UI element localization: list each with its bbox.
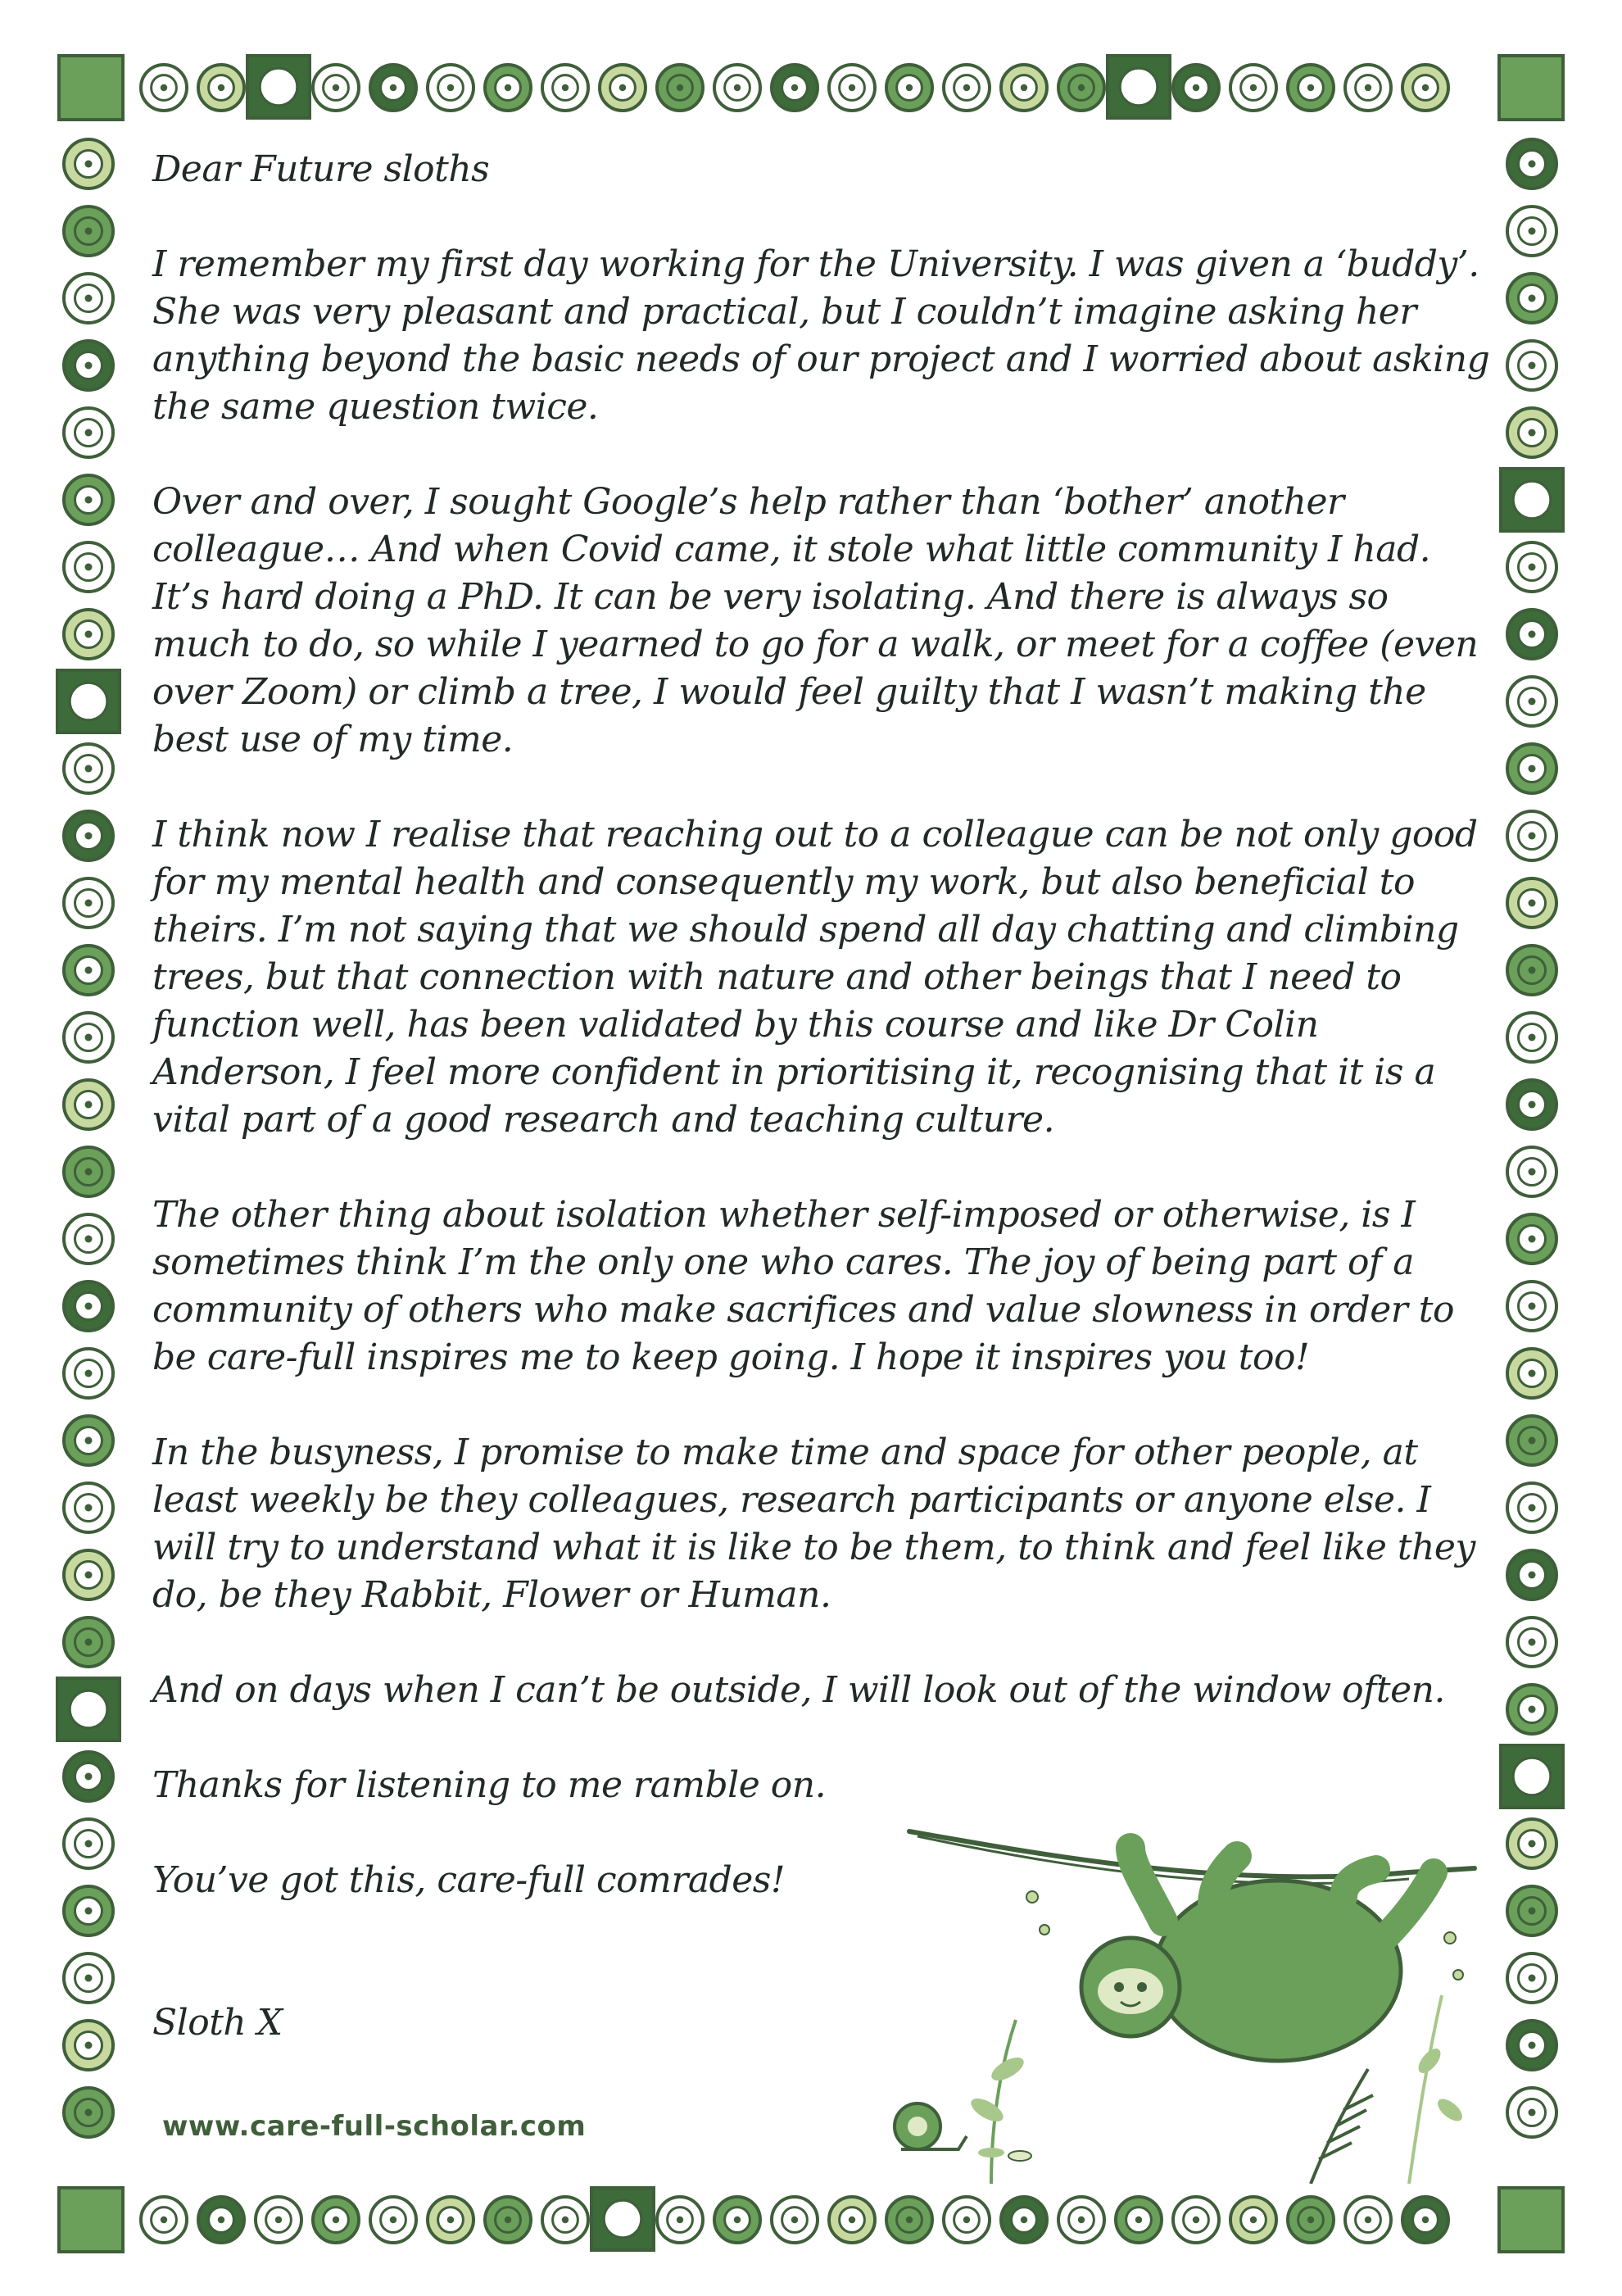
border-circle-icon bbox=[772, 2197, 818, 2243]
border-circle-icon bbox=[1230, 2197, 1276, 2243]
border-circle-icon bbox=[64, 1752, 113, 1801]
border-circle-icon bbox=[657, 65, 703, 111]
border-circle-icon bbox=[1507, 1147, 1556, 1196]
border-circle-icon bbox=[64, 274, 113, 323]
border-circle-icon bbox=[1507, 1214, 1556, 1264]
letter-paragraph-6: And on days when I can’t be outside, I will look out of the window often. bbox=[152, 1669, 1445, 1711]
border-circle-icon bbox=[64, 408, 113, 457]
border-square-icon bbox=[1108, 56, 1170, 118]
border-circle-icon bbox=[64, 1886, 113, 1935]
border-circle-icon bbox=[1288, 65, 1334, 111]
border-circle-icon bbox=[64, 1550, 113, 1599]
border-square-icon bbox=[247, 56, 310, 118]
border-square-icon bbox=[1501, 1745, 1563, 1808]
border-square-icon bbox=[1499, 2188, 1563, 2252]
border-square-icon bbox=[59, 2188, 123, 2252]
website-url[interactable]: www.care-full-scholar.com bbox=[162, 2110, 587, 2143]
border-circle-icon bbox=[772, 65, 818, 111]
border-circle-icon bbox=[485, 65, 531, 111]
border-circle-icon bbox=[1058, 2197, 1104, 2243]
border-circle-icon bbox=[1058, 65, 1104, 111]
border-circle-icon bbox=[1507, 610, 1556, 659]
border-circle-icon bbox=[1507, 811, 1556, 860]
border-circle-icon bbox=[64, 1013, 113, 1062]
border-circle-icon bbox=[64, 610, 113, 659]
border-circle-icon bbox=[1288, 2197, 1334, 2243]
letter-paragraph-7: Thanks for listening to me ramble on. bbox=[152, 1764, 827, 1806]
border-circle-icon bbox=[1507, 341, 1556, 390]
border-circle-icon bbox=[886, 65, 932, 111]
border-circle-icon bbox=[600, 65, 646, 111]
border-circle-icon bbox=[1507, 1483, 1556, 1532]
border-circle-icon bbox=[1507, 946, 1556, 995]
border-circle-icon bbox=[657, 2197, 703, 2243]
border-circle-icon bbox=[64, 475, 113, 524]
border-circle-icon bbox=[1507, 206, 1556, 256]
border-circle-icon bbox=[64, 1214, 113, 1264]
border-circle-icon bbox=[1507, 542, 1556, 592]
sloth-hanging-from-branch-icon bbox=[885, 1799, 1507, 2184]
border-circle-icon bbox=[485, 2197, 531, 2243]
border-circle-icon bbox=[1001, 2197, 1047, 2243]
border-circle-icon bbox=[1001, 65, 1047, 111]
border-circle-icon bbox=[64, 1080, 113, 1129]
letter-paragraph-8: You’ve got this, care-full comrades! bbox=[152, 1859, 786, 1901]
border-circle-icon bbox=[141, 2197, 187, 2243]
border-circle-icon bbox=[1507, 1080, 1556, 1129]
letter-paragraph-1: I remember my first day working for the University. I was given a ‘buddy’. She was very pleasant and practical, but I couldn’t imagine asking her anything beyond the basic needs of our project and I worried about asking the same question twice. bbox=[152, 243, 1490, 428]
border-circle-icon bbox=[829, 65, 875, 111]
border-circle-icon bbox=[64, 2088, 113, 2137]
border-circle-icon bbox=[64, 542, 113, 592]
border-circle-icon bbox=[1507, 1013, 1556, 1062]
letter-greeting: Dear Future sloths bbox=[152, 148, 490, 190]
border-circle-icon bbox=[1230, 65, 1276, 111]
border-circle-icon bbox=[64, 139, 113, 188]
border-square-icon bbox=[1499, 56, 1563, 120]
border-circle-icon bbox=[428, 65, 473, 111]
border-circle-icon bbox=[1507, 1953, 1556, 2003]
border-circle-icon bbox=[198, 2197, 244, 2243]
border-circle-icon bbox=[428, 2197, 473, 2243]
border-circle-icon bbox=[64, 946, 113, 995]
letter-paragraph-4: The other thing about isolation whether self-imposed or otherwise, is I sometimes think I’m the only one who cares. The joy of being part of a community of others who make sacrifices and value slowness in order to be care-full inspires me to keep going. I hope it inspires you too! bbox=[152, 1194, 1454, 1378]
border-square-icon bbox=[57, 670, 120, 733]
border-circle-icon bbox=[1116, 2197, 1162, 2243]
letter-paragraph-3: I think now I realise that reaching out to a colleague can be not only good for my mental health and consequently my work, but also beneficial to theirs. I’m not saying that we should spend all day chatting and climbing trees, but that connection with nature and other beings that I need to function well, has been validated by this course and like Dr Colin Anderson, I feel more confident in prioritising it, recognising that it is a vital part of a good research and teaching culture. bbox=[152, 814, 1478, 1141]
border-circle-icon bbox=[64, 1416, 113, 1465]
border-square-icon bbox=[591, 2188, 654, 2250]
border-circle-icon bbox=[313, 2197, 359, 2243]
border-circle-icon bbox=[1345, 65, 1391, 111]
border-circle-icon bbox=[370, 2197, 416, 2243]
border-circle-icon bbox=[829, 2197, 875, 2243]
border-circle-icon bbox=[256, 2197, 301, 2243]
border-circle-icon bbox=[1507, 139, 1556, 188]
border-circle-icon bbox=[64, 744, 113, 793]
border-circle-icon bbox=[542, 2197, 588, 2243]
border-square-icon bbox=[57, 1678, 120, 1740]
border-circle-icon bbox=[64, 811, 113, 860]
border-circle-icon bbox=[1507, 1349, 1556, 1398]
border-circle-icon bbox=[64, 1147, 113, 1196]
border-circle-icon bbox=[64, 878, 113, 928]
border-circle-icon bbox=[64, 1819, 113, 1868]
border-circle-icon bbox=[370, 65, 416, 111]
border-circle-icon bbox=[1507, 408, 1556, 457]
border-circle-icon bbox=[1507, 1550, 1556, 1599]
border-circle-icon bbox=[313, 65, 359, 111]
border-circle-icon bbox=[944, 65, 990, 111]
border-circle-icon bbox=[714, 2197, 760, 2243]
border-circle-icon bbox=[64, 2021, 113, 2070]
border-circle-icon bbox=[1507, 677, 1556, 726]
letter-paragraph-2: Over and over, I sought Google’s help rather than ‘bother’ another colleague… And when Covid came, it stole what little community I had. It’s hard doing a PhD. It can be very isolating. And there is always so much to do, so while I yearned to go for a walk, or meet for a coffee (even over Zoom) or climb a tree, I would feel guilty that I wasn’t making the best use of my time. bbox=[152, 481, 1479, 760]
border-circle-icon bbox=[1507, 1685, 1556, 1734]
border-circle-icon bbox=[1507, 1416, 1556, 1465]
border-circle-icon bbox=[1507, 878, 1556, 928]
border-circle-icon bbox=[1507, 1819, 1556, 1868]
border-circle-icon bbox=[1173, 65, 1219, 111]
border-circle-icon bbox=[1402, 65, 1448, 111]
border-circle-icon bbox=[64, 1483, 113, 1532]
border-circle-icon bbox=[1507, 1886, 1556, 1935]
border-circle-icon bbox=[1507, 2088, 1556, 2137]
border-circle-icon bbox=[141, 65, 187, 111]
border-circle-icon bbox=[1507, 274, 1556, 323]
border-circle-icon bbox=[64, 206, 113, 256]
border-circle-icon bbox=[1507, 744, 1556, 793]
border-circle-icon bbox=[714, 65, 760, 111]
border-circle-icon bbox=[1507, 1618, 1556, 1667]
border-circle-icon bbox=[542, 65, 588, 111]
border-circle-icon bbox=[198, 65, 244, 111]
letter-signature: Sloth X bbox=[152, 2002, 283, 2044]
border-circle-icon bbox=[1507, 2021, 1556, 2070]
border-circle-icon bbox=[64, 1349, 113, 1398]
border-circle-icon bbox=[64, 1618, 113, 1667]
border-circle-icon bbox=[886, 2197, 932, 2243]
border-circle-icon bbox=[64, 1953, 113, 2003]
border-square-icon bbox=[1501, 469, 1563, 531]
border-circle-icon bbox=[64, 1282, 113, 1331]
border-circle-icon bbox=[944, 2197, 990, 2243]
border-circle-icon bbox=[64, 341, 113, 390]
border-circle-icon bbox=[1402, 2197, 1448, 2243]
border-circle-icon bbox=[1507, 1282, 1556, 1331]
border-square-icon bbox=[59, 56, 123, 120]
border-circle-icon bbox=[1173, 2197, 1219, 2243]
letter-paragraph-5: In the busyness, I promise to make time and space for other people, at least weekly be they colleagues, research participants or anyone else. I will try to understand what it is like to be them, to think and feel like they do, be they Rabbit, Flower or Human. bbox=[152, 1432, 1475, 1616]
border-circle-icon bbox=[1345, 2197, 1391, 2243]
